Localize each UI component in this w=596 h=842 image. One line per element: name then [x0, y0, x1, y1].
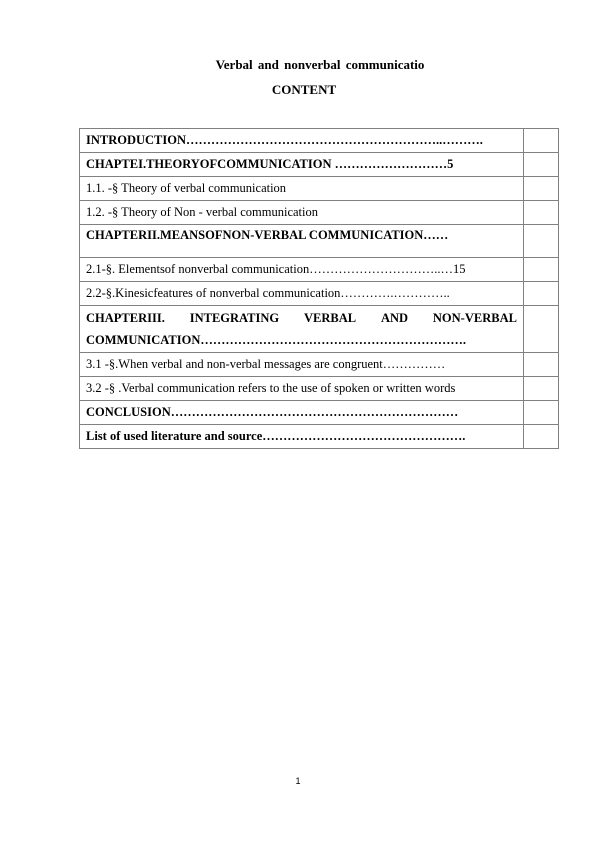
toc-page-cell — [524, 306, 559, 353]
toc-page-cell — [524, 401, 559, 425]
toc-page-cell — [524, 425, 559, 449]
toc-conclusion: CONCLUSION…………………………………………………………… — [80, 401, 524, 425]
toc-item-2-1: 2.1-§. Elementsof nonverbal communication…………………………..…15 — [80, 258, 524, 282]
toc-page-cell — [524, 225, 559, 258]
toc-row-chapter2 — [80, 225, 559, 258]
table-of-contents — [79, 128, 559, 449]
toc-row-item-1-1 — [80, 177, 559, 201]
toc-chapter1: CHAPTEI.THEORYOFCOMMUNICATION ………………………5 — [80, 153, 524, 177]
toc-item-2-2: 2.2-§.Kinesicfeatures of nonverbal communication………….………….. — [80, 282, 524, 306]
page-number: 1 — [295, 776, 301, 786]
toc-row-introduction — [80, 129, 559, 153]
toc-item-3-2: 3.2 -§ .Verbal communication refers to the use of spoken or written words — [80, 377, 524, 401]
toc-row-chapter3 — [80, 306, 559, 353]
toc-page-cell — [524, 282, 559, 306]
toc-page-cell — [524, 258, 559, 282]
toc-row-item-3-2 — [80, 377, 559, 401]
toc-item-1-2: 1.2. -§ Theory of Non - verbal communication — [80, 201, 524, 225]
toc-row-item-1-2 — [80, 201, 559, 225]
toc-row-literature — [80, 425, 559, 449]
toc-item-3-1: 3.1 -§.When verbal and non-verbal messages are congruent…………… — [80, 353, 524, 377]
toc-row-item-2-2 — [80, 282, 559, 306]
toc-chapter3-word: AND — [380, 311, 409, 325]
document-title: Verbal and nonverbal communicatio — [215, 57, 425, 72]
toc-row-item-2-1 — [80, 258, 559, 282]
toc-chapter3-word: INTEGRATING — [189, 311, 280, 325]
toc-chapter3-word: VERBAL — [303, 311, 357, 325]
toc-row-chapter1 — [80, 153, 559, 177]
toc-item-1-1: 1.1. -§ Theory of verbal communication — [80, 177, 524, 201]
content-heading: CONTENT — [271, 82, 337, 97]
toc-page-cell — [524, 153, 559, 177]
toc-chapter3-word: CHAPTERIII. — [86, 311, 165, 325]
toc-chapter3-line2: COMMUNICATION………………………………………………………. — [86, 333, 466, 347]
toc-page-cell — [524, 177, 559, 201]
toc-row-item-3-1 — [80, 353, 559, 377]
toc-page-cell — [524, 201, 559, 225]
toc-chapter3-line1 — [86, 307, 517, 329]
toc-chapter3-word: NON-VERBAL — [432, 311, 517, 325]
toc-page-cell — [524, 377, 559, 401]
toc-literature: List of used literature and source…………………………………………. — [80, 425, 524, 449]
toc-chapter3 — [80, 306, 524, 353]
toc-page-cell — [524, 353, 559, 377]
toc-chapter2: CHAPTERII.MEANSOFNON-VERBAL COMMUNICATION…… — [80, 225, 524, 258]
toc-row-conclusion — [80, 401, 559, 425]
toc-introduction: INTRODUCTION……………………………………………………..………. — [80, 129, 524, 153]
toc-page-cell — [524, 129, 559, 153]
